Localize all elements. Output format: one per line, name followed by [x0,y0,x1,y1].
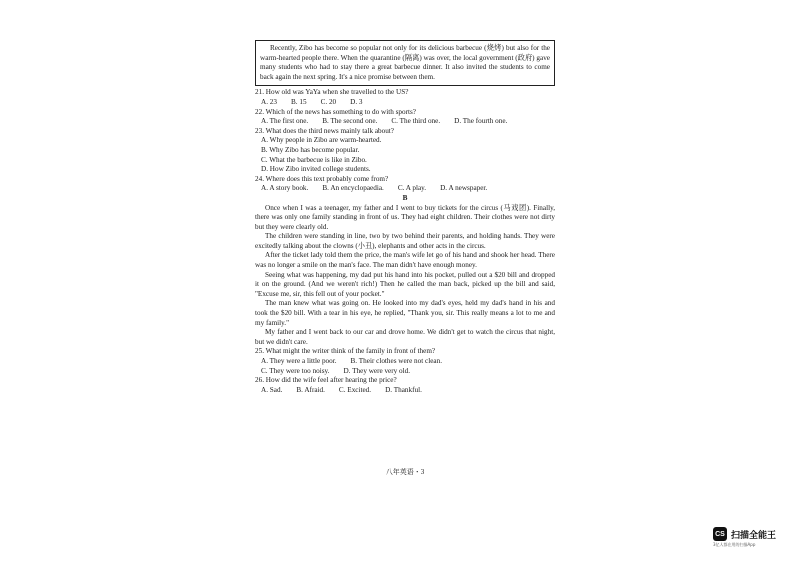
options-26 [255,386,555,396]
question-21: 21. How old was YaYa when she travelled to the US? [255,88,409,97]
logo-text: 扫描全能王 [731,530,777,541]
question-23: 23. What does the third news mainly talk about? [255,126,394,135]
paragraph: Seeing what was happening, my dad put his hand into his pocket, pulled out a $20 bill and dropped it on the ground. (And we weren't rich!) Then he called the man back, picked up the bill and said, "Excuse me, sir, this fell out of your pocket." [255,270,555,298]
option: D. The fourth one. [454,117,508,126]
option: C. 20 [320,97,337,106]
logo-subtext: 3亿人都在用的扫描App [713,542,756,547]
option: C. The third one. [391,117,441,126]
option: A. They were a little poor. [261,357,337,365]
option: D. 3 [350,97,363,106]
option: A. 23 [261,97,277,106]
paragraph: The man knew what was going on. He looked into my dad's eyes, held my dad's hand in his and took the $20 bill. With a tear in his eye, he replied, "Thank you, sir. This really means a lot to me and my family." [255,299,555,327]
option: C. A play. [397,184,427,193]
questions-a [255,88,555,194]
section-b-label: B [402,193,408,202]
option: A. The first one. [261,117,309,126]
options-25-row2 [255,367,555,377]
options-25-row1 [255,357,555,367]
page-footer: 八年英语・3 [385,468,425,476]
option: C. Excited. [338,385,372,394]
option: D. Thankful. [385,385,422,394]
question-26: 26. How did the wife feel after hearing the price? [255,376,397,385]
questions-b [255,347,555,395]
option: A. A story book. [261,184,309,193]
option: B. Their clothes were not clean. [350,357,442,365]
paragraph: The children were standing in line, two by two behind their parents, and holding hands. They were excitedly talking about the clowns (小丑), elephants and other acts in the circus. [255,232,555,250]
option: C. What the barbecue is like in Zibo. [261,155,367,164]
paragraph: My father and I went back to our car and drove home. We didn't get to watch the circus that night, but we didn't care. [255,328,555,346]
option: D. How Zibo invited college students. [261,165,371,174]
option: B. The second one. [322,117,378,126]
question-24: 24. Where does this text probably come from? [255,174,389,183]
option: A. Sad. [261,385,283,394]
option: D. A newspaper. [440,184,488,193]
option: B. Afraid. [296,385,325,394]
option: A. Why people in Zibo are warm-hearted. [261,136,382,145]
question-22: 22. Which of the news has something to do with sports? [255,107,416,116]
options-21 [255,98,555,108]
scanner-watermark [713,527,776,541]
option: B. Why Zibo has become popular. [261,145,360,154]
paragraph: After the ticket lady told them the price, the man's wife let go of his hand and shook her head. There was no longer a smile on the man's face. The man didn't have enough money. [255,251,555,270]
option: B. An encyclopaedia. [322,184,384,193]
paragraph: Once when I was a teenager, my father and I went to buy tickets for the circus (马戏团). Finally, there was only one family standing in front of us. They had eight children. Their clothes were not dirty but they were clearly old. [255,203,555,231]
camscanner-icon: CS [713,527,727,541]
option: D. They were very old. [343,366,411,375]
option: C. They were too noisy. [261,366,330,375]
passage-b [255,204,555,348]
question-25: 25. What might the writer think of the family in front of them? [255,347,436,356]
exam-page [255,40,555,485]
passage-a-box: Recently, Zibo has become so popular not only for its delicious barbecue (烧烤) but also for the warm-hearted people there. When the quarantine (隔离) was over, the local government (政府) gave many students who had to stay there a great barbecue dinner. It also invited the students to come back again the next spring. It's a nice promise between them. [255,40,555,86]
option: B. 15 [290,97,307,106]
options-24 [255,184,555,194]
options-22 [255,117,555,127]
